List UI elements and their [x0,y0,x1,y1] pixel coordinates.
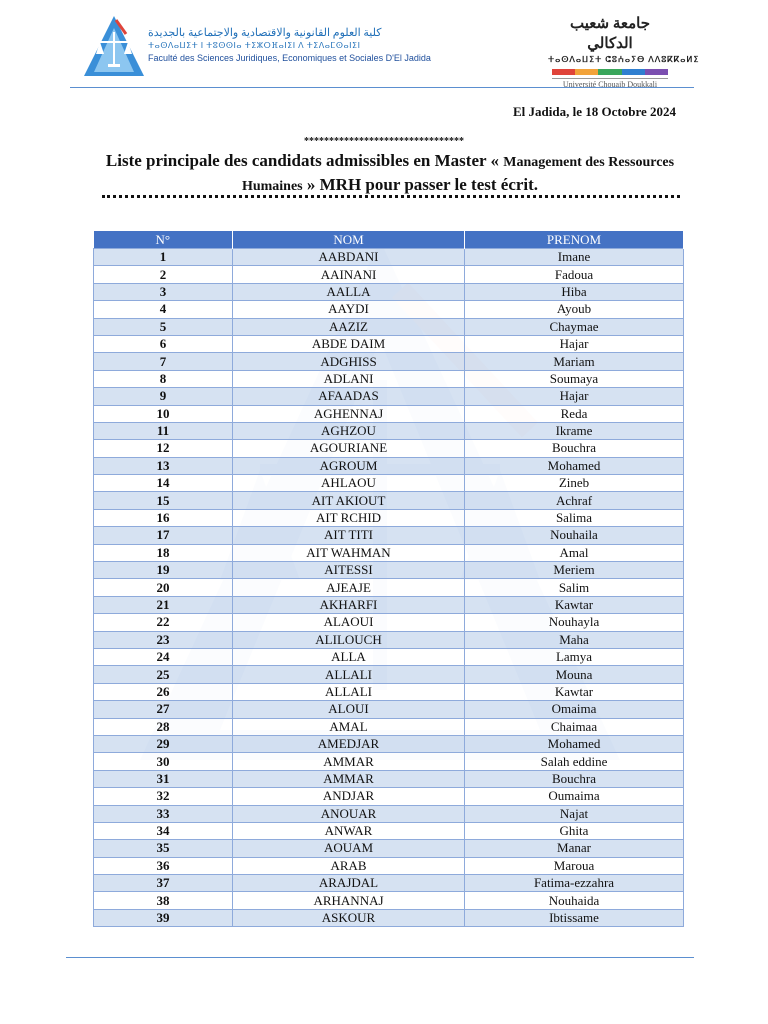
row-nom: AMAL [233,718,465,735]
table-row [94,718,684,735]
table-row [94,266,684,283]
row-number: 22 [94,614,233,631]
row-nom: AMMAR [233,753,465,770]
row-prenom: Mariam [465,353,684,370]
row-number: 6 [94,335,233,352]
footer-divider [66,957,694,958]
table-row [94,648,684,665]
row-number: 20 [94,579,233,596]
table-row [94,370,684,387]
row-number: 28 [94,718,233,735]
faculty-name-tifinagh: ⵜⴰⵙⴷⴰⵡⵉⵜ ⵏ ⵜⵓⵙⵙⵏⴰ ⵜⵉⵣⵔⴼⴰⵏⵉⵏ ⴷ ⵜⵉⴷⴰⵎⵙⴰⵏⵉⵏ [148,41,361,50]
faculty-name-french: Faculté des Sciences Juridiques, Economiques et Sociales D'El Jadida [148,53,431,63]
row-nom: ANOUAR [233,805,465,822]
row-nom: AJEAJE [233,579,465,596]
row-prenom: Hiba [465,283,684,300]
table-header-row [94,231,684,249]
row-prenom: Salah eddine [465,753,684,770]
row-prenom: Kawtar [465,596,684,613]
row-nom: ASKOUR [233,909,465,926]
row-number: 8 [94,370,233,387]
row-prenom: Hajar [465,335,684,352]
row-prenom: Maha [465,631,684,648]
page-header [0,0,768,90]
row-number: 12 [94,440,233,457]
row-nom: AHLAOU [233,475,465,492]
row-nom: ARHANNAJ [233,892,465,909]
row-prenom: Reda [465,405,684,422]
column-header-number: N° [94,231,233,249]
row-nom: AABDANI [233,249,465,266]
table-row [94,892,684,909]
row-number: 14 [94,475,233,492]
table-row [94,388,684,405]
row-number: 3 [94,283,233,300]
document-title [100,150,680,198]
row-nom: AMEDJAR [233,735,465,752]
table-row [94,666,684,683]
table-row [94,631,684,648]
row-prenom: Maroua [465,857,684,874]
table-row [94,422,684,439]
title-part-3: » MRH pour passer le test écrit. [302,175,539,194]
row-number: 25 [94,666,233,683]
row-prenom: Chaymae [465,318,684,335]
row-prenom: Ikrame [465,422,684,439]
row-number: 26 [94,683,233,700]
faculty-logo [82,14,146,78]
table-row [94,283,684,300]
table-row [94,440,684,457]
table-row [94,683,684,700]
row-prenom: Salima [465,509,684,526]
row-prenom: Fatima-ezzahra [465,875,684,892]
row-prenom: Kawtar [465,683,684,700]
row-number: 37 [94,875,233,892]
row-nom: AALLA [233,283,465,300]
row-prenom: Nouhayla [465,614,684,631]
row-prenom: Bouchra [465,440,684,457]
row-number: 16 [94,509,233,526]
table-row [94,475,684,492]
row-nom: ADGHISS [233,353,465,370]
title-part-1: Liste principale des candidats admissibles en Master « [105,151,504,170]
row-prenom: Nouhaida [465,892,684,909]
row-prenom: Lamya [465,648,684,665]
row-nom: AITESSI [233,562,465,579]
row-prenom: Oumaima [465,788,684,805]
table-row [94,301,684,318]
star-separator: ******************************** [304,136,464,147]
row-number: 5 [94,318,233,335]
row-prenom: Amal [465,544,684,561]
row-number: 13 [94,457,233,474]
row-nom: AAYDI [233,301,465,318]
row-number: 29 [94,735,233,752]
row-nom: ARAJDAL [233,875,465,892]
row-nom: ALLALI [233,666,465,683]
candidates-table [93,231,684,927]
row-prenom: Salim [465,579,684,596]
row-nom: AKHARFI [233,596,465,613]
row-number: 4 [94,301,233,318]
row-prenom: Manar [465,840,684,857]
table-row [94,249,684,266]
table-row [94,492,684,509]
row-prenom: Meriem [465,562,684,579]
row-nom: ALAOUI [233,614,465,631]
row-nom: AMMAR [233,770,465,787]
table-row [94,875,684,892]
row-prenom: Achraf [465,492,684,509]
table-row [94,544,684,561]
table-row [94,562,684,579]
row-prenom: Zineb [465,475,684,492]
title-program-name: Management des Ressources Humaines [241,155,675,194]
row-number: 38 [94,892,233,909]
row-number: 15 [94,492,233,509]
table-row [94,614,684,631]
row-prenom: Najat [465,805,684,822]
row-prenom: Imane [465,249,684,266]
table-row [94,822,684,839]
university-name-french: Université Chouaib Doukkali [552,78,668,89]
row-prenom: Chaimaa [465,718,684,735]
column-header-prenom: PRENOM [465,231,684,249]
table-row [94,788,684,805]
table-row [94,753,684,770]
row-nom: ABDE DAIM [233,335,465,352]
table-row [94,701,684,718]
table-row [94,735,684,752]
row-number: 18 [94,544,233,561]
row-nom: ALLA [233,648,465,665]
row-number: 32 [94,788,233,805]
row-prenom: Fadoua [465,266,684,283]
university-name-arabic: جامعة شعيب الدكالي [570,16,650,52]
row-prenom: Hajar [465,388,684,405]
faculty-name-block [148,26,431,65]
row-nom: ALLALI [233,683,465,700]
row-number: 35 [94,840,233,857]
row-number: 7 [94,353,233,370]
row-nom: AIT TITI [233,527,465,544]
table-row [94,909,684,926]
row-prenom: Ghita [465,822,684,839]
row-prenom: Ibtissame [465,909,684,926]
row-nom: AAZIZ [233,318,465,335]
university-color-bar [552,69,668,75]
table-row [94,457,684,474]
row-prenom: Nouhaila [465,527,684,544]
row-prenom: Mouna [465,666,684,683]
row-prenom: Soumaya [465,370,684,387]
table-row [94,857,684,874]
row-prenom: Bouchra [465,770,684,787]
table-row [94,405,684,422]
row-number: 9 [94,388,233,405]
row-number: 34 [94,822,233,839]
row-number: 19 [94,562,233,579]
table-row [94,335,684,352]
university-name-tifinagh: ⵜⴰⵙⴷⴰⵡⵉⵜ ⵛⵓⵄⴰⵢⴱ ⴷⴷⵓⴽⴽⴰⵍⵉ [548,55,700,64]
faculty-name-arabic: كلية العلوم القانونية والاقتصادية والاجتماعية بالجديدة [148,27,382,39]
table-row [94,596,684,613]
dotted-separator [102,195,680,198]
row-number: 1 [94,249,233,266]
column-header-nom: NOM [233,231,465,249]
header-divider [70,87,694,88]
row-nom: ALILOUCH [233,631,465,648]
row-number: 30 [94,753,233,770]
row-number: 17 [94,527,233,544]
row-number: 36 [94,857,233,874]
row-nom: AIT RCHID [233,509,465,526]
row-nom: AGHENNAJ [233,405,465,422]
row-number: 31 [94,770,233,787]
row-nom: ANWAR [233,822,465,839]
document-date: El Jadida, le 18 Octobre 2024 [513,104,676,119]
row-prenom: Mohamed [465,735,684,752]
university-logo [548,14,700,89]
table-row [94,318,684,335]
row-number: 39 [94,909,233,926]
row-nom: AGROUM [233,457,465,474]
row-nom: AAINANI [233,266,465,283]
row-number: 33 [94,805,233,822]
row-number: 27 [94,701,233,718]
row-number: 21 [94,596,233,613]
table-row [94,509,684,526]
row-nom: AGOURIANE [233,440,465,457]
row-number: 11 [94,422,233,439]
row-nom: AGHZOU [233,422,465,439]
table-row [94,353,684,370]
row-nom: ANDJAR [233,788,465,805]
row-number: 10 [94,405,233,422]
table-row [94,527,684,544]
row-nom: AIT WAHMAN [233,544,465,561]
row-number: 2 [94,266,233,283]
table-row [94,840,684,857]
table-row [94,579,684,596]
row-prenom: Mohamed [465,457,684,474]
table-row [94,770,684,787]
row-number: 23 [94,631,233,648]
row-nom: AOUAM [233,840,465,857]
row-prenom: Ayoub [465,301,684,318]
row-prenom: Omaima [465,701,684,718]
table-row [94,805,684,822]
row-nom: ARAB [233,857,465,874]
row-nom: ADLANI [233,370,465,387]
row-nom: ALOUI [233,701,465,718]
row-nom: AIT AKIOUT [233,492,465,509]
row-nom: AFAADAS [233,388,465,405]
row-number: 24 [94,648,233,665]
